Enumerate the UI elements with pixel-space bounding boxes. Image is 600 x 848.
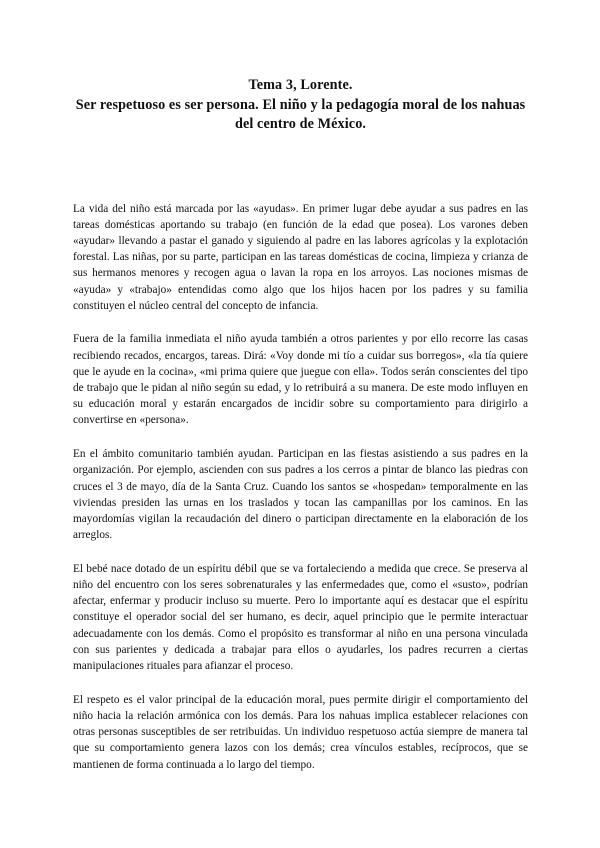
title-block xyxy=(73,76,528,135)
paragraph-2: Fuera de la familia inmediata el niño ayuda también a otros parientes y por ello recorre las casas recibiendo recados, encargos, tareas. Dirá: «Voy donde mi tío a cuidar sus borregos», «la tía quiere que le ayude en la cocina», «mi prima quiere que juegue con ella». Todos serán conscientes del tipo de trabajo que le pidan al niño según su edad, y lo retribuirá a su manera. De este modo influyen en su educación moral y estarán encargados de incidir sobre su comportamiento para dirigirlo a convertirse en «persona». xyxy=(73,333,528,427)
paragraph-3: En el ámbito comunitario también ayudan. Participan en las fiestas asistiendo a sus padres en la organización. Por ejemplo, ascienden con sus padres a los cerros a pintar de blanco las piedras con cruces el 3 de mayo, día de la Santa Cruz. Cuando los santos se «hospedan» temporalmente en las viviendas presiden las urnas en los traslados y tocan las campanillas por los caminos. En las mayordomías vigilan la recaudación del dinero o participan directamente en la elaboración de los arreglos. xyxy=(73,448,528,542)
document-subtitle: Ser respetuoso es ser persona. El niño y la pedagogía moral de los nahuas del centro de México. xyxy=(75,96,526,132)
paragraph-1: La vida del niño está marcada por las «ayudas». En primer lugar debe ayudar a sus padres en las tareas domésticas aportando su trabajo (en función de la edad que posea). Los varones deben «ayudar» llevando a pastar el ganado y siguiendo al padre en las labores agrícolas y la explotación forestal. Las niñas, por su parte, participan en las tareas domésticas de cocina, limpieza y crianza de sus hermanos menores y recogen agua o lavan la ropa en los arroyos. Las nociones mismas de «ayuda» y «trabajo» entendidas como algo que los hijos hacen por los padres y su familia constituyen el núcleo central del concepto de infancia. xyxy=(73,202,528,312)
document-title: Tema 3, Lorente. xyxy=(248,77,353,93)
paragraph-4: El bebé nace dotado de un espíritu débil que se va fortaleciendo a medida que crece. Se preserva al niño del encuentro con los seres sobrenaturales y las enfermedades que, como el «susto», podrían afectar, enfermar y producir incluso su muerte. Pero lo importante aquí es destacar que el espíritu constituye el operador social del ser humano, es decir, aquel principio que le permite interactuar adecuadamente con los demás. Como el propósito es transformar al niño en una persona vinculada con sus parientes y dedicada a trabajar para ellos o ayudarles, los padres recurren a ciertas manipulaciones rituales para afianzar el proceso. xyxy=(73,562,528,673)
paragraph-5: El respeto es el valor principal de la educación moral, pues permite dirigir el comportamiento del niño hacia la relación armónica con los demás. Para los nahuas implica establecer relaciones con otras personas susceptibles de ser retribuidas. Un individuo respetuoso actúa siempre de manera tal que su comportamiento genera lazos con los demás; crea vínculos estables, recíprocos, que se mantienen de forma continuada a lo largo del tiempo. xyxy=(73,693,528,771)
